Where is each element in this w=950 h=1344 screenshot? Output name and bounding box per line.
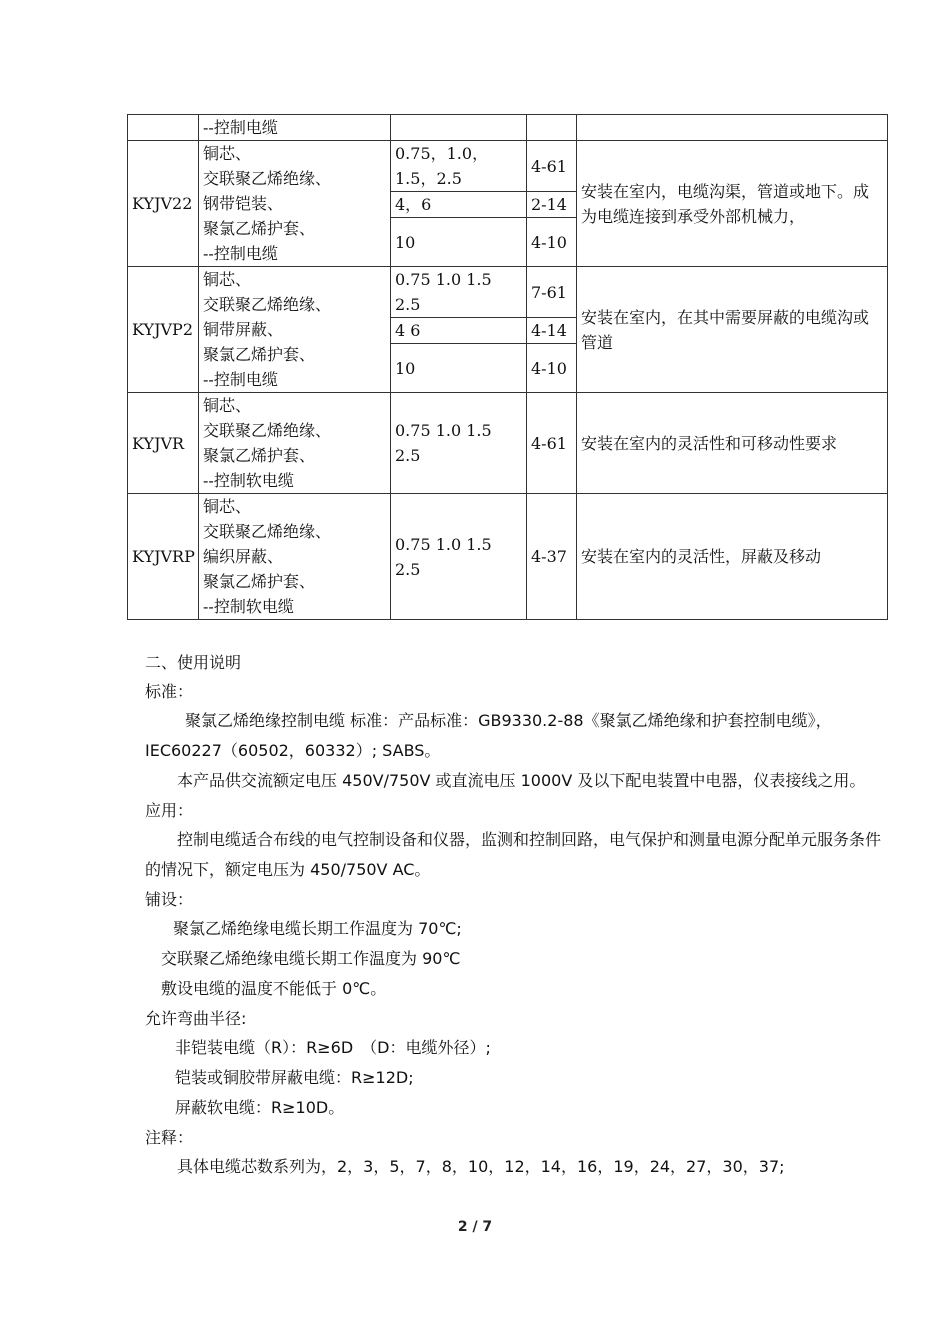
construction-cell: --控制电缆 [199, 115, 391, 141]
cores-cell: 4-61 [527, 141, 577, 192]
section-cell: 0.75 1.0 1.5 2.5 [391, 267, 527, 318]
cores-cell: 4-37 [527, 494, 577, 620]
construction-cell: 铜芯、 交联聚乙烯绝缘、 钢带铠装、 聚氯乙烯护套、 --控制电缆 [199, 141, 391, 267]
model-cell: KYJVP2 [128, 267, 199, 393]
laying-line: 聚氯乙烯绝缘电缆长期工作温度为 70℃; [173, 919, 462, 938]
table-row [128, 141, 888, 192]
cable-spec-table [127, 114, 888, 620]
section-cell: 0.75，1.0， 1.5，2.5 [391, 141, 527, 192]
laying-line: 敷设电缆的温度不能低于 0℃。 [161, 979, 387, 998]
construction-cell: 铜芯、 交联聚乙烯绝缘、 编织屏蔽、 聚氯乙烯护套、 --控制软电缆 [199, 494, 391, 620]
model-cell: KYJV22 [128, 141, 199, 267]
laying-line: 交联聚乙烯绝缘电缆长期工作温度为 90℃ [161, 949, 461, 968]
application-cell: 安装在室内，在其中需要屏蔽的电缆沟或管道 [577, 267, 888, 393]
section-cell: 4 6 [391, 318, 527, 344]
application-cell: 安装在室内的灵活性，屏蔽及移动 [577, 494, 888, 620]
cores-cell: 4-10 [527, 218, 577, 267]
application-cell: 安装在室内，电缆沟渠，管道或地下。成为电缆连接到承受外部机械力， [577, 141, 888, 267]
application-cell [577, 115, 888, 141]
bend-radius-line: 屏蔽软电缆：R≥10D。 [175, 1098, 345, 1117]
table-row [128, 115, 888, 141]
model-cell: KYJVRP [128, 494, 199, 620]
section-cell: 0.75 1.0 1.5 2.5 [391, 393, 527, 494]
voltage-paragraph: 本产品供交流额定电压 450V/750V 或直流电压 1000V 及以下配电装置中电器，仪表接线之用。 [177, 771, 866, 790]
application-cell: 安装在室内的灵活性和可移动性要求 [577, 393, 888, 494]
section-cell: 0.75 1.0 1.5 2.5 [391, 494, 527, 620]
model-cell: KYJVR [128, 393, 199, 494]
standard-label: 标准： [145, 682, 194, 701]
cores-cell: 4-10 [527, 344, 577, 393]
page-number: 2 / 7 [457, 1219, 493, 1235]
construction-cell: 铜芯、 交联聚乙烯绝缘、 铜带屏蔽、 聚氯乙烯护套、 --控制电缆 [199, 267, 391, 393]
application-paragraph: 控制电缆适合布线的电气控制设备和仪器，监测和控制回路，电气保护和测量电源分配单元服务条件 的情况下，额定电压为 450/750V AC。 [145, 830, 882, 879]
cores-cell: 4-14 [527, 318, 577, 344]
note-label: 注释： [145, 1128, 194, 1147]
table-row [128, 393, 888, 494]
section-heading: 二、使用说明 [145, 653, 242, 672]
table-row [128, 267, 888, 318]
section-cell: 4，6 [391, 192, 527, 218]
section-cell: 10 [391, 218, 527, 267]
application-label: 应用： [145, 801, 194, 820]
bend-radius-line: 非铠装电缆（R）：R≥6D （D：电缆外径）; [175, 1038, 491, 1057]
usage-instructions [145, 648, 885, 1182]
standard-paragraph: 聚氯乙烯绝缘控制电缆 标准：产品标准：GB9330.2-88《聚氯乙烯绝缘和护套控制电缆》，IEC60227（60502，60332）; SABS。 [145, 711, 832, 760]
note-paragraph: 具体电缆芯数系列为，2，3，5，7，8，10，12，14，16，19，24，27，30，37; [177, 1157, 785, 1176]
bend-radius-line: 铠装或铜胶带屏蔽电缆：R≥12D; [175, 1068, 414, 1087]
cores-cell: 7-61 [527, 267, 577, 318]
section-cell: 10 [391, 344, 527, 393]
cores-cell: 2-14 [527, 192, 577, 218]
cores-cell: 4-61 [527, 393, 577, 494]
bend-radius-label: 允许弯曲半径: [145, 1009, 247, 1028]
section-cell [391, 115, 527, 141]
construction-cell: 铜芯、 交联聚乙烯绝缘、 聚氯乙烯护套、 --控制软电缆 [199, 393, 391, 494]
cores-cell [527, 115, 577, 141]
table-row [128, 494, 888, 620]
model-cell [128, 115, 199, 141]
laying-label: 铺设： [145, 890, 194, 909]
